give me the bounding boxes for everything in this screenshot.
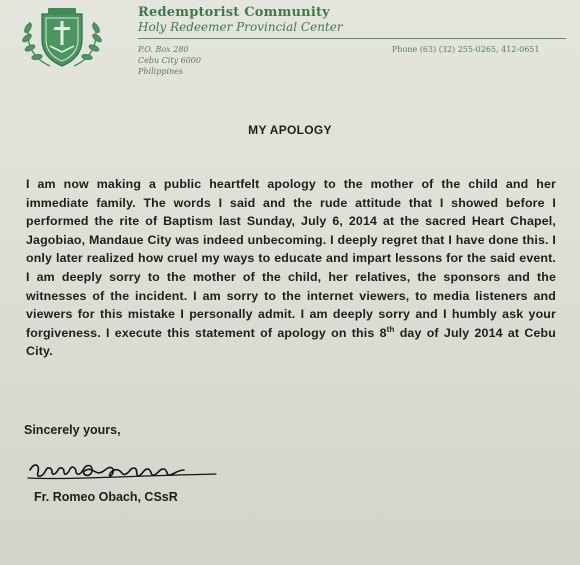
letterhead-divider: [138, 38, 566, 39]
signer-name: Fr. Romeo Obach, CSsR: [34, 490, 178, 504]
address-line-3: Philippines: [138, 67, 184, 76]
phone-number: Phone (63) (32) 255-0265, 412-0651: [392, 45, 540, 54]
redemptorist-emblem-icon: [10, 6, 114, 72]
address-line-1: P.O. Box 280: [138, 45, 189, 54]
letter-body-end: day of July 2014 at Cebu City.: [26, 325, 556, 359]
closing-salutation: Sincerely yours,: [24, 423, 121, 437]
letter-body-main: I am now making a public heartfelt apology to the mother of the child and her immediate family. The words I said and the rude attitude that I showed before I performed the rite of Baptism last Sunday, July 6, 2014 at the sacred Heart Chapel, Jagobiao, Mandaue City was indeed unbecoming. I deeply regret that I have done this. I only later realized how cruel my ways to educate and impart lessons for the said event. I am deeply sorry to the mother of the child, her relatives, the sponsors and the witnesses of the incident. I am sorry to the internet viewers, to media listeners and viewers for this mistake I personally admit. I am deeply sorry and I humbly ask your forgiveness. I execute this statement of apology on this 8: [26, 177, 556, 340]
address-line-2: Cebu City 6000: [138, 56, 201, 65]
org-subtitle: Holy Redeemer Provincial Center: [138, 20, 343, 34]
letter-title: MY APOLOGY: [248, 123, 332, 137]
letter-body: [26, 175, 556, 361]
handwritten-signature: [26, 456, 226, 494]
org-name: Redemptorist Community: [138, 5, 330, 20]
ordinal-suffix: th: [386, 324, 395, 334]
